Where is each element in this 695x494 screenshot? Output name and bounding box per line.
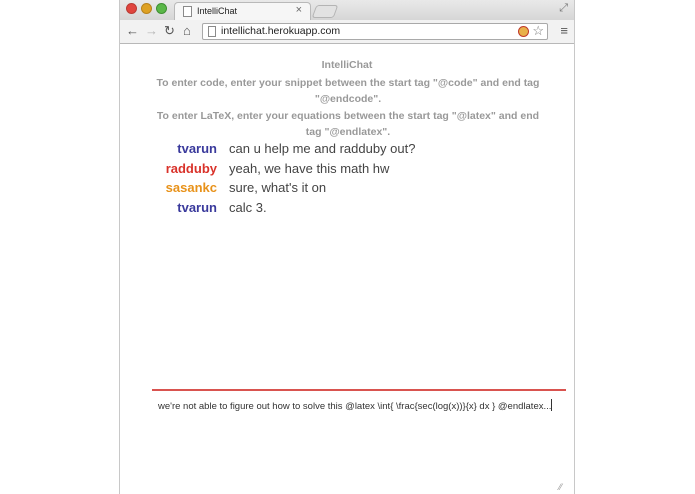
chat-message (120, 141, 574, 161)
page-icon (183, 6, 192, 17)
chat-message (120, 161, 574, 181)
message-list (120, 141, 574, 219)
code-instruction: To enter code, enter your snippet between the start tag "@code" and end tag "@endcode". (156, 77, 540, 105)
tab-intellichat[interactable] (174, 2, 311, 20)
chat-input-text: we're not able to figure out how to solve this @latex \int{ \frac{sec(log(x))}{x} dx } @endlatex... (158, 401, 552, 412)
chat-input[interactable] (158, 399, 552, 412)
extension-icon[interactable] (518, 26, 529, 37)
home-icon[interactable]: ⌂ (183, 23, 191, 38)
page-title: IntelliChat (321, 59, 373, 71)
message-username: tvarun (177, 199, 217, 215)
url-text[interactable]: intellichat.herokuapp.com (221, 25, 341, 37)
minimize-window-icon[interactable] (141, 3, 152, 14)
chat-message (120, 180, 574, 200)
chat-message (120, 200, 574, 220)
bookmark-star-icon[interactable]: ☆ (532, 23, 544, 38)
forward-arrow-icon[interactable]: → (145, 23, 158, 38)
page-content (120, 44, 574, 494)
new-tab-button[interactable] (312, 5, 339, 18)
tab-strip (120, 0, 574, 20)
address-bar[interactable] (202, 23, 548, 40)
latex-instruction: To enter LaTeX, enter your equations between the start tag "@latex" and end tag "@endlatex". (156, 110, 540, 138)
page-icon (208, 26, 216, 37)
message-username: radduby (165, 160, 217, 176)
chat-input-area[interactable] (152, 389, 566, 494)
close-window-icon[interactable] (126, 3, 137, 14)
text-caret (551, 399, 552, 411)
zoom-window-icon[interactable] (156, 3, 167, 14)
tab-close-icon[interactable]: × (295, 4, 302, 16)
message-text: yeah, we have this math hw (229, 160, 390, 176)
tab-title: IntelliChat (197, 6, 238, 16)
message-text: calc 3. (229, 199, 267, 215)
fullscreen-icon[interactable]: ⤢ (559, 2, 568, 14)
browser-window (119, 0, 575, 494)
message-username: sasankc (165, 180, 217, 195)
message-text: can u help me and radduby out? (229, 141, 416, 156)
reload-icon[interactable]: ↻ (164, 23, 175, 38)
back-arrow-icon[interactable]: ← (126, 23, 139, 38)
resize-handle-icon[interactable]: ⁄⁄ (558, 482, 562, 492)
hamburger-menu-icon[interactable]: ≡ (560, 23, 568, 38)
browser-toolbar (120, 20, 574, 44)
message-username: tvarun (177, 141, 217, 156)
message-text: sure, what's it on (229, 180, 327, 195)
